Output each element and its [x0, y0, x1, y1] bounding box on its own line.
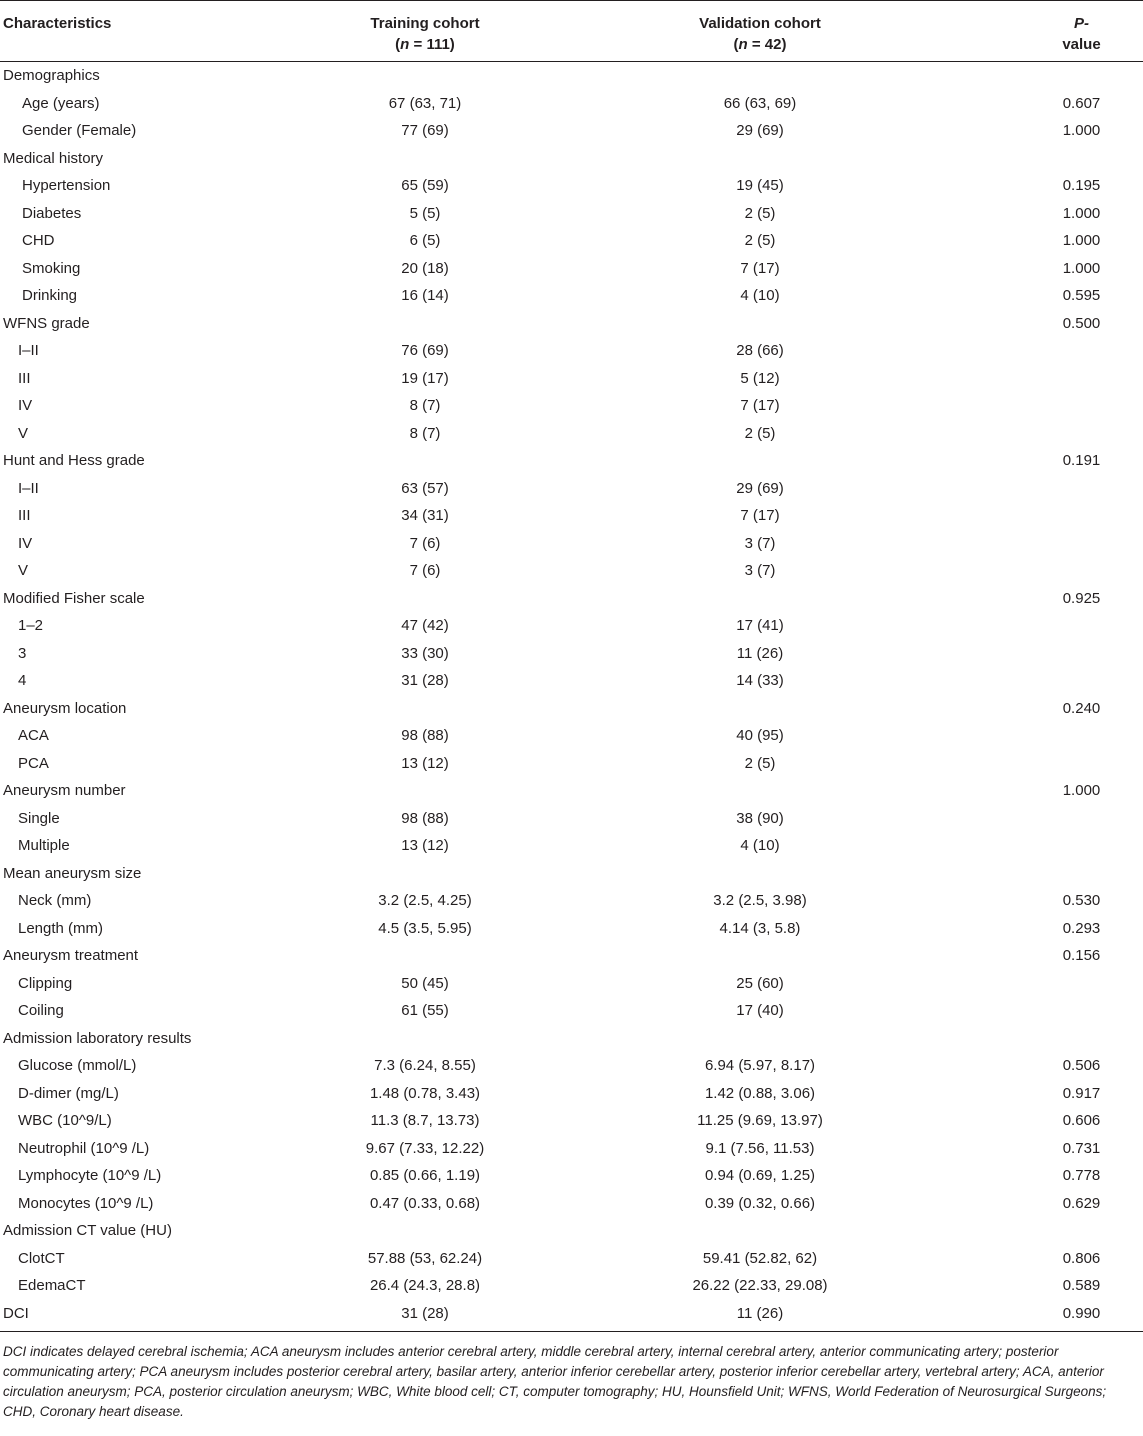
- row-training-value: 34 (31): [401, 507, 449, 524]
- row-training-value: 67 (63, 71): [388, 94, 462, 112]
- row-training-value: 61 (55): [401, 1002, 449, 1019]
- table-row: [0, 860, 1143, 888]
- row-label: Drinking: [22, 287, 78, 304]
- row-training-value: 0.47 (0.33, 0.68): [369, 1194, 481, 1212]
- row-validation-value: 3 (7): [744, 562, 776, 579]
- table-row: [0, 172, 1143, 200]
- row-label: WFNS grade: [3, 314, 90, 332]
- header-training-title: Training cohort: [370, 15, 480, 32]
- row-training-value: [330, 62, 520, 90]
- table-header: [0, 1, 1143, 62]
- table-row: [0, 777, 1143, 805]
- table-row: [0, 90, 1143, 118]
- table-row: [0, 1107, 1143, 1135]
- table-footnote: DCI indicates delayed cerebral ischemia; ACA aneurysm includes anterior cerebral artery, middle cerebral artery, internal cerebral artery, anterior communicating artery; posterior communicating artery; PCA aneurysm includes posterior cerebral artery, basilar artery, anterior inferior cerebellar artery, posterior inferior cerebellar artery, vertebral artery; ACA, anterior circulation aneurysm; PCA, posterior circulation aneurysm; WBC, White blood cell; CT, computer tomography; HU, Hounsfield Unit; WFNS, World Federation of Neurosurgical Surgeons; CHD, Coronary heart disease.: [3, 1344, 1107, 1419]
- table-row: [0, 337, 1143, 365]
- row-validation-value: 66 (63, 69): [723, 94, 797, 112]
- row-label: Admission CT value (HU): [3, 1222, 172, 1239]
- header-validation-cohort: [520, 1, 1000, 62]
- header-characteristics: Characteristics: [0, 1, 330, 62]
- table-row: [0, 502, 1143, 530]
- table-row: [0, 942, 1143, 970]
- row-validation-value: 14 (33): [736, 672, 784, 689]
- row-p-value: [1000, 392, 1143, 420]
- table-body: [0, 62, 1143, 1332]
- row-label: IV: [18, 534, 33, 552]
- row-label: IV: [18, 397, 33, 414]
- table-row: [0, 530, 1143, 558]
- row-p-value: 0.925: [1062, 589, 1101, 607]
- row-label: Aneurysm location: [3, 699, 127, 717]
- row-p-value: [1000, 420, 1143, 448]
- row-p-value: [1000, 832, 1143, 860]
- row-label: PCA: [18, 754, 49, 772]
- row-validation-value: 7 (17): [740, 397, 780, 414]
- table-row: [0, 117, 1143, 145]
- table-row: [0, 832, 1143, 860]
- row-p-value: 0.917: [1062, 1084, 1101, 1102]
- row-training-value: 20 (18): [401, 259, 449, 277]
- row-training-value: 47 (42): [401, 617, 449, 634]
- row-p-value: [1000, 750, 1143, 778]
- table-row: [0, 667, 1143, 695]
- row-label: I–II: [18, 342, 39, 359]
- table-row: [0, 420, 1143, 448]
- row-validation-value: 38 (90): [736, 809, 784, 827]
- table-row: [0, 585, 1143, 613]
- table-row: [0, 1217, 1143, 1245]
- row-validation-value: 6.94 (5.97, 8.17): [704, 1057, 816, 1074]
- row-p-value: 1.000: [1062, 122, 1101, 139]
- row-p-value: [1000, 145, 1143, 173]
- row-training-value: 5 (5): [409, 204, 441, 222]
- row-p-value: [1000, 722, 1143, 750]
- row-label: Lymphocyte (10^9 /L): [18, 1167, 162, 1184]
- table-row: [0, 1052, 1143, 1080]
- table-row: [0, 887, 1143, 915]
- row-label: Diabetes: [22, 204, 82, 222]
- row-training-value: 31 (28): [330, 1300, 520, 1332]
- row-validation-value: 4.14 (3, 5.8): [719, 919, 801, 937]
- row-validation-value: 11.25 (9.69, 13.97): [697, 1112, 823, 1129]
- row-label: Aneurysm number: [3, 782, 126, 799]
- row-training-value: 16 (14): [401, 287, 449, 304]
- row-validation-value: 5 (12): [740, 369, 780, 387]
- row-p-value: 0.589: [1062, 1277, 1101, 1294]
- row-validation-value: 17 (40): [736, 1002, 784, 1019]
- row-training-value: [330, 145, 520, 173]
- row-label: Hypertension: [22, 177, 111, 194]
- row-training-value: 0.85 (0.66, 1.19): [369, 1167, 481, 1184]
- row-validation-value: [520, 310, 1000, 338]
- header-p-line1: P-: [1074, 15, 1089, 32]
- row-label: EdemaCT: [18, 1277, 86, 1294]
- header-training-cohort: [330, 1, 520, 62]
- table-row: [0, 310, 1143, 338]
- row-validation-value: [520, 447, 1000, 475]
- row-training-value: [330, 447, 520, 475]
- row-validation-value: [520, 777, 1000, 805]
- row-validation-value: 9.1 (7.56, 11.53): [705, 1139, 815, 1157]
- row-training-value: 57.88 (53, 62.24): [367, 1249, 483, 1267]
- table-row: [0, 722, 1143, 750]
- row-p-value: [1000, 502, 1143, 530]
- row-p-value: 0.595: [1062, 287, 1101, 304]
- row-label: ACA: [18, 727, 49, 744]
- row-label: Hunt and Hess grade: [3, 452, 145, 469]
- table-row: [0, 282, 1143, 310]
- row-label: Neutrophil (10^9 /L): [18, 1139, 150, 1157]
- table-row: [0, 640, 1143, 668]
- row-training-value: 13 (12): [401, 754, 449, 772]
- row-training-value: 6 (5): [409, 232, 441, 249]
- row-p-value: [1000, 62, 1143, 90]
- row-label: Neck (mm): [18, 892, 92, 909]
- row-label: 1–2: [18, 617, 44, 634]
- row-training-value: [330, 942, 520, 970]
- row-label: III: [18, 507, 31, 524]
- row-p-value: 0.629: [1062, 1194, 1101, 1212]
- table-row: [0, 475, 1143, 503]
- row-label: Admission laboratory results: [3, 1029, 192, 1047]
- row-p-value: 1.000: [1062, 204, 1101, 222]
- row-label: III: [18, 369, 31, 387]
- row-validation-value: 29 (69): [736, 479, 784, 497]
- table-row: [0, 970, 1143, 998]
- row-p-value: 0.778: [1062, 1167, 1101, 1184]
- row-training-value: 7 (6): [409, 562, 441, 579]
- row-validation-value: 11 (26): [520, 1300, 1000, 1332]
- row-label: D-dimer (mg/L): [18, 1084, 119, 1102]
- row-p-value: [1000, 365, 1143, 393]
- row-validation-value: 25 (60): [736, 974, 784, 992]
- row-label: Modified Fisher scale: [3, 589, 145, 607]
- row-training-value: 77 (69): [401, 122, 449, 139]
- row-training-value: [330, 860, 520, 888]
- row-p-value: [1000, 530, 1143, 558]
- row-p-value: 0.240: [1062, 699, 1101, 717]
- row-p-value: [1000, 667, 1143, 695]
- row-training-value: 1.48 (0.78, 3.43): [369, 1084, 481, 1102]
- row-validation-value: 2 (5): [744, 204, 776, 222]
- row-training-value: 3.2 (2.5, 4.25): [378, 892, 472, 909]
- row-training-value: 31 (28): [401, 672, 449, 689]
- row-validation-value: 4 (10): [740, 287, 780, 304]
- row-validation-value: [520, 860, 1000, 888]
- row-validation-value: 4 (10): [740, 837, 780, 854]
- row-label: 4: [18, 672, 27, 689]
- row-label: Single: [18, 809, 60, 827]
- table-row: [0, 255, 1143, 283]
- row-label: CHD: [22, 232, 55, 249]
- row-training-value: 8 (7): [409, 424, 441, 442]
- table-row: [0, 612, 1143, 640]
- row-validation-value: [520, 1025, 1000, 1053]
- row-label: Monocytes (10^9 /L): [18, 1194, 154, 1212]
- row-p-value: [1000, 557, 1143, 585]
- row-validation-value: 17 (41): [736, 617, 784, 634]
- row-p-value: [1000, 640, 1143, 668]
- row-label: ClotCT: [18, 1249, 65, 1267]
- row-p-value: 0.530: [1062, 892, 1101, 909]
- row-validation-value: 11 (26): [736, 644, 784, 662]
- row-validation-value: 0.39 (0.32, 0.66): [704, 1194, 816, 1212]
- row-p-value: 0.293: [1062, 919, 1101, 937]
- header-p-value: [1000, 1, 1143, 62]
- row-training-value: 13 (12): [401, 837, 449, 854]
- row-label: WBC (10^9/L): [18, 1112, 112, 1129]
- row-training-value: [330, 777, 520, 805]
- row-label: DCI: [0, 1300, 330, 1332]
- row-training-value: [330, 695, 520, 723]
- row-training-value: 8 (7): [409, 397, 441, 414]
- row-validation-value: 2 (5): [744, 754, 776, 772]
- table-row: [0, 227, 1143, 255]
- row-p-value: [1000, 612, 1143, 640]
- row-validation-value: 3.2 (2.5, 3.98): [713, 892, 807, 909]
- row-validation-value: 2 (5): [744, 232, 776, 249]
- row-p-value: [1000, 337, 1143, 365]
- table-row: [0, 557, 1143, 585]
- row-p-value: [1000, 805, 1143, 833]
- row-validation-value: [520, 942, 1000, 970]
- row-label: Length (mm): [18, 919, 104, 937]
- row-training-value: 7 (6): [409, 534, 441, 552]
- table-row: [0, 365, 1143, 393]
- row-p-value: 1.000: [1062, 232, 1101, 249]
- row-validation-value: 1.42 (0.88, 3.06): [704, 1084, 816, 1102]
- row-training-value: [330, 310, 520, 338]
- row-p-value: [1000, 1217, 1143, 1245]
- row-label: V: [18, 562, 29, 579]
- row-validation-value: 29 (69): [736, 122, 784, 139]
- row-p-value: 0.607: [1062, 94, 1101, 112]
- row-label: Multiple: [18, 837, 70, 854]
- row-training-value: 33 (30): [401, 644, 449, 662]
- row-training-value: 4.5 (3.5, 5.95): [378, 919, 472, 937]
- row-training-value: 19 (17): [401, 369, 449, 387]
- table-row: [0, 1300, 1143, 1332]
- table-row: [0, 695, 1143, 723]
- row-label: Glucose (mmol/L): [18, 1057, 137, 1074]
- row-validation-value: 7 (17): [740, 259, 780, 277]
- row-training-value: [330, 585, 520, 613]
- header-training-n: (n = 111): [395, 36, 455, 53]
- row-label: Coiling: [18, 1002, 64, 1019]
- row-training-value: [330, 1217, 520, 1245]
- row-label: Smoking: [22, 259, 81, 277]
- table-row: [0, 62, 1143, 90]
- row-p-value: 1.000: [1062, 782, 1101, 799]
- header-validation-title: Validation cohort: [699, 15, 821, 32]
- header-row: [0, 1, 1143, 62]
- row-training-value: 7.3 (6.24, 8.55): [374, 1057, 476, 1074]
- row-training-value: [330, 1025, 520, 1053]
- table-row: [0, 750, 1143, 778]
- row-p-value: 0.195: [1062, 177, 1101, 194]
- header-validation-n: (n = 42): [733, 36, 787, 53]
- row-p-value: [1000, 997, 1143, 1025]
- row-label: Aneurysm treatment: [3, 947, 139, 964]
- row-validation-value: 59.41 (52.82, 62): [702, 1249, 818, 1267]
- row-validation-value: [520, 585, 1000, 613]
- table-row: [0, 915, 1143, 943]
- row-training-value: 63 (57): [401, 479, 449, 497]
- table-row: [0, 1245, 1143, 1273]
- table-row: [0, 1190, 1143, 1218]
- header-p-line2: value: [1062, 36, 1101, 53]
- row-label: Gender (Female): [22, 122, 137, 139]
- row-p-value: 1.000: [1062, 259, 1101, 277]
- row-training-value: 76 (69): [401, 342, 449, 359]
- table-row: [0, 805, 1143, 833]
- row-p-value: [1000, 475, 1143, 503]
- row-validation-value: 3 (7): [744, 534, 776, 552]
- row-p-value: 0.806: [1062, 1249, 1101, 1267]
- table-row: [0, 1080, 1143, 1108]
- row-label: V: [18, 424, 29, 442]
- row-training-value: 65 (59): [401, 177, 449, 194]
- row-label: Age (years): [22, 94, 100, 112]
- table-row: [0, 1135, 1143, 1163]
- table-row: [0, 1272, 1143, 1300]
- row-validation-value: [520, 1217, 1000, 1245]
- row-validation-value: 40 (95): [736, 727, 784, 744]
- table-row: [0, 1025, 1143, 1053]
- row-p-value: [1000, 970, 1143, 998]
- row-validation-value: 26.22 (22.33, 29.08): [692, 1277, 828, 1294]
- row-training-value: 98 (88): [401, 809, 449, 827]
- row-validation-value: [520, 62, 1000, 90]
- row-label: Mean aneurysm size: [3, 864, 142, 882]
- row-validation-value: [520, 145, 1000, 173]
- row-p-value: 0.606: [1062, 1112, 1101, 1129]
- row-p-value: 0.191: [1062, 452, 1101, 469]
- table-row: [0, 392, 1143, 420]
- row-training-value: 50 (45): [401, 974, 449, 992]
- row-validation-value: 2 (5): [744, 424, 776, 442]
- row-label: Demographics: [3, 67, 100, 84]
- row-p-value: 0.731: [1062, 1139, 1101, 1157]
- table-row: [0, 1162, 1143, 1190]
- row-validation-value: 19 (45): [736, 177, 784, 194]
- row-p-value: [1000, 860, 1143, 888]
- row-validation-value: 0.94 (0.69, 1.25): [704, 1167, 816, 1184]
- row-validation-value: 28 (66): [736, 342, 784, 359]
- row-validation-value: [520, 695, 1000, 723]
- row-p-value: 0.156: [1062, 947, 1101, 964]
- row-p-value: 0.990: [1000, 1300, 1143, 1332]
- row-p-value: 0.500: [1062, 314, 1101, 332]
- row-validation-value: 7 (17): [740, 507, 780, 524]
- table-row: [0, 200, 1143, 228]
- row-p-value: 0.506: [1062, 1057, 1101, 1074]
- row-training-value: 11.3 (8.7, 13.73): [370, 1112, 480, 1129]
- row-training-value: 9.67 (7.33, 12.22): [365, 1139, 485, 1157]
- table-row: [0, 997, 1143, 1025]
- row-label: Clipping: [18, 974, 73, 992]
- row-label: Medical history: [3, 149, 104, 167]
- row-label: I–II: [18, 479, 39, 497]
- row-p-value: [1000, 1025, 1143, 1053]
- table-row: [0, 447, 1143, 475]
- row-label: 3: [18, 644, 27, 662]
- table-row: [0, 145, 1143, 173]
- row-training-value: 98 (88): [401, 727, 449, 744]
- row-training-value: 26.4 (24.3, 28.8): [369, 1277, 481, 1294]
